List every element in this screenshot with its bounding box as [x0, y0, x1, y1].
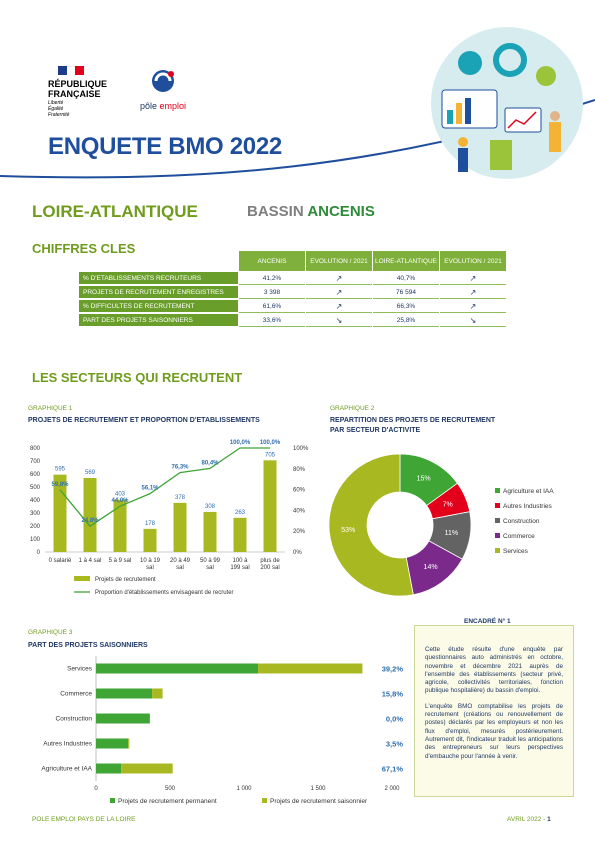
- bar-permanent: [96, 714, 150, 724]
- encadre-paragraph-2: L'enquête BMO comptabilise les projets de recrutement (créations ou renouvellement de postes) déclarés par les employeurs et non les flux d'emploi, mesurés postérieurement. Autrement dit, l'indicateur traduit les anticipations des entrepreneurs sur leurs perspectives d'embauche pour l'année à venir.: [425, 702, 563, 760]
- pie-slice-label: 53%: [341, 526, 356, 534]
- legend-label-bar: Projets de recrutement: [95, 577, 156, 583]
- line-value-label: 24,8%: [81, 518, 99, 525]
- x-tick-label: 5 à 9 sal: [108, 558, 132, 564]
- legend-swatch-bar: [74, 576, 90, 581]
- kpi-value: 41,2%: [239, 272, 305, 285]
- x-tick-label: sal: [176, 565, 184, 571]
- encadre-box: [414, 625, 574, 797]
- bassin-title: [247, 203, 375, 220]
- table-row: [79, 314, 506, 327]
- rf-motto-1: Liberté: [48, 100, 64, 106]
- bar-value-label: 595: [54, 466, 66, 473]
- chiffres-cles-title: CHIFFRES CLES: [32, 241, 136, 256]
- bassin-name: ANCENIS: [307, 203, 375, 220]
- table-row: [79, 286, 506, 299]
- bar: [204, 512, 217, 552]
- footer-date-text: AVRIL 2022 -: [507, 816, 548, 823]
- bar: [174, 503, 187, 552]
- bar: [144, 529, 157, 552]
- y2-tick-label: 100%: [293, 446, 309, 452]
- x-tick-label: 0 salarié: [48, 558, 72, 564]
- graph2-number: GRAPHIQUE 2: [330, 405, 375, 412]
- x-tick-label: 0: [94, 786, 98, 792]
- y-tick-label: 100: [29, 537, 40, 543]
- legend-swatch-permanent: [110, 798, 115, 803]
- y2-tick-label: 0%: [293, 550, 302, 556]
- bar-permanent: [96, 664, 258, 674]
- rf-line-2: FRANÇAISE: [48, 89, 101, 99]
- bar-saisonnier: [128, 739, 129, 749]
- pole-emploi-logo: [133, 68, 193, 111]
- kpi-header-ancenis: ANCENIS: [239, 251, 305, 271]
- trend-arrow-icon: ↘: [440, 314, 506, 327]
- bar-value-label: 705: [264, 452, 276, 459]
- bar-value-label: 178: [144, 520, 156, 527]
- line-value-label: 100,0%: [259, 440, 281, 446]
- graph2-title: [330, 416, 495, 436]
- kpi-header-evol-2: EVOLUTION / 2021: [440, 251, 506, 271]
- french-flag-icon: [58, 66, 84, 75]
- trend-arrow-icon: ↘: [306, 314, 372, 327]
- category-label: Services: [67, 665, 92, 673]
- kpi-value: 3 398: [239, 286, 305, 299]
- line-value-label: 100,0%: [229, 440, 251, 446]
- y-tick-label: 600: [29, 472, 40, 478]
- legend-label: Commerce: [503, 533, 535, 540]
- legend-swatch: [495, 533, 500, 538]
- line-value-label: 59,8%: [51, 481, 69, 488]
- legend-label-line: Proportion d'établissements envisageant de recruter: [95, 590, 234, 596]
- line-value-label: 80,4%: [201, 460, 219, 467]
- page-title: ENQUETE BMO 2022: [48, 133, 282, 160]
- y-tick-label: 0: [36, 550, 40, 556]
- graph2-chart: [320, 440, 595, 610]
- y2-tick-label: 40%: [293, 508, 306, 515]
- encadre-tag: ENCADRÉ N° 1: [460, 618, 515, 625]
- y2-tick-label: 80%: [293, 466, 306, 473]
- kpi-row-label: % D'ETABLISSEMENTS RECRUTEURS: [79, 272, 238, 285]
- x-tick-label: 200 sal: [260, 565, 280, 571]
- pie-slice-label: 7%: [442, 501, 453, 509]
- line-value-label: 76,3%: [171, 464, 189, 471]
- legend-swatch: [495, 503, 500, 508]
- y-tick-label: 400: [29, 498, 40, 504]
- x-tick-label: 50 à 99: [199, 558, 221, 564]
- y-tick-label: 300: [29, 511, 40, 517]
- graph2-title-line-1: REPARTITION DES PROJETS DE RECRUTEMENT: [330, 417, 496, 424]
- graph1-number: GRAPHIQUE 1: [28, 405, 73, 412]
- kpi-table: [78, 250, 507, 328]
- bar-saisonnier: [258, 664, 362, 674]
- x-tick-label: 100 à: [232, 558, 248, 564]
- header-illustration: [431, 27, 583, 179]
- kpi-header-empty: [79, 251, 238, 271]
- y-tick-label: 500: [29, 485, 40, 491]
- bar-value-label: 569: [84, 470, 96, 477]
- bassin-label: BASSIN: [247, 203, 304, 220]
- y-tick-label: 800: [29, 446, 40, 452]
- rf-line-1: RÉPUBLIQUE: [48, 79, 108, 89]
- graph1-chart: [0, 430, 320, 605]
- rf-motto-2: Égalité: [48, 106, 64, 112]
- y-tick-label: 700: [29, 459, 40, 465]
- x-tick-label: 2 000: [384, 786, 400, 792]
- bar-value-label: 263: [234, 509, 246, 516]
- bar-permanent: [96, 764, 121, 774]
- line-value-label: 56,1%: [141, 485, 159, 492]
- pie-slice-label: 11%: [444, 530, 459, 538]
- page-number: 1: [547, 816, 551, 823]
- graph3-number: GRAPHIQUE 3: [28, 629, 73, 636]
- table-row: [79, 300, 506, 313]
- bar-permanent: [96, 739, 128, 749]
- kpi-row-label: PROJETS DE RECRUTEMENT ENREGISTRES: [79, 286, 238, 299]
- trend-arrow-icon: ↗: [440, 272, 506, 285]
- trend-arrow-icon: ↗: [440, 300, 506, 313]
- bar-saisonnier: [152, 689, 163, 699]
- legend-label: Autres Industries: [503, 503, 552, 510]
- legend-label-saisonnier: Projets de recrutement saisonnier: [270, 798, 368, 805]
- kpi-row-label: % DIFFICULTES DE RECRUTEMENT: [79, 300, 238, 313]
- graph1-title: PROJETS DE RECRUTEMENT ET PROPORTION D'ETABLISSEMENTS: [28, 417, 260, 424]
- bar: [114, 500, 127, 552]
- x-tick-label: 10 à 19: [139, 558, 161, 564]
- pie-slice-label: 15%: [416, 475, 431, 483]
- legend-swatch: [495, 548, 500, 553]
- percent-label: 67,1%: [381, 764, 403, 774]
- x-tick-label: sal: [206, 565, 214, 571]
- legend-label: Agriculture et IAA: [503, 488, 554, 495]
- bar-saisonnier: [121, 764, 173, 774]
- y2-tick-label: 60%: [293, 487, 306, 494]
- graph3-title: PART DES PROJETS SAISONNIERS: [28, 642, 148, 649]
- kpi-header-evol-1: EVOLUTION / 2021: [306, 251, 372, 271]
- trend-arrow-icon: ↗: [306, 286, 372, 299]
- kpi-value: 33,6%: [239, 314, 305, 327]
- trend-arrow-icon: ↗: [306, 272, 372, 285]
- line-value-label: 44,0%: [111, 498, 129, 505]
- category-label: Autres Industries: [43, 740, 92, 748]
- percent-label: 15,8%: [381, 689, 403, 699]
- kpi-value: 76 594: [373, 286, 439, 299]
- pie-slice-label: 14%: [423, 564, 438, 572]
- pe-logo-text-2: emploi: [159, 101, 187, 111]
- region-title: LOIRE-ATLANTIQUE: [32, 202, 198, 221]
- legend-swatch-saisonnier: [262, 798, 267, 803]
- encadre-paragraph-1: Cette étude résulte d'une enquête par questionnaires auto administrés en octobre, novembre et décembre 2021 auprès de l'ensemble des établissements (secteur privé, agricole, collectivités territoriales, fonction publique hospitalière) du bassin d'emploi.: [425, 646, 563, 695]
- category-label: Construction: [55, 715, 92, 723]
- legend-label: Construction: [503, 518, 540, 525]
- percent-label: 3,5%: [385, 739, 403, 749]
- footer-date: [507, 816, 551, 823]
- legend-swatch: [495, 518, 500, 523]
- rf-motto-3: Fraternité: [48, 112, 70, 118]
- kpi-value: 40,7%: [373, 272, 439, 285]
- x-tick-label: 20 à 49: [169, 558, 191, 564]
- legend-swatch: [495, 488, 500, 493]
- y2-tick-label: 20%: [293, 529, 306, 536]
- percent-label: 0,0%: [385, 714, 403, 724]
- percent-label: 39,2%: [381, 664, 403, 674]
- pe-logo-text-1: pôle: [139, 101, 160, 111]
- x-tick-label: 500: [164, 786, 176, 792]
- table-row: [79, 272, 506, 285]
- kpi-header-loire: LOIRE-ATLANTIQUE: [373, 251, 439, 271]
- graph2-title-line-2: PAR SECTEUR D'ACTIVITE: [330, 427, 421, 434]
- bar-value-label: 378: [174, 494, 186, 501]
- bar-value-label: 308: [204, 503, 216, 510]
- y-tick-label: 200: [29, 524, 40, 530]
- x-tick-label: 1 500: [310, 786, 326, 792]
- kpi-value: 66,3%: [373, 300, 439, 313]
- bar: [84, 478, 97, 552]
- legend-label: Services: [503, 548, 528, 555]
- category-label: Agriculture et IAA: [41, 765, 92, 773]
- graph3-chart: [0, 650, 412, 805]
- x-tick-label: sal: [146, 565, 154, 571]
- legend-label-permanent: Projets de recrutement permanent: [118, 798, 217, 805]
- secteurs-title: LES SECTEURS QUI RECRUTENT: [32, 370, 243, 385]
- kpi-value: 25,8%: [373, 314, 439, 327]
- bar-permanent: [96, 689, 152, 699]
- trend-arrow-icon: ↗: [440, 286, 506, 299]
- bar: [264, 460, 277, 552]
- kpi-row-label: PART DES PROJETS SAISONNIERS: [79, 314, 238, 327]
- x-tick-label: 199 sal: [230, 565, 250, 571]
- footer-source: POLE EMPLOI PAYS DE LA LOIRE: [32, 816, 136, 823]
- bar-value-label: 403: [114, 491, 126, 498]
- bar: [234, 518, 247, 552]
- kpi-header-row: [79, 251, 506, 271]
- republique-francaise-logo: [48, 66, 108, 118]
- pole-emploi-mark-icon: [148, 68, 178, 94]
- category-label: Commerce: [60, 690, 92, 698]
- x-tick-label: plus de: [260, 558, 280, 564]
- x-tick-label: 1 à 4 sal: [78, 558, 102, 564]
- trend-arrow-icon: ↗: [306, 300, 372, 313]
- x-tick-label: 1 000: [236, 786, 252, 792]
- kpi-value: 61,6%: [239, 300, 305, 313]
